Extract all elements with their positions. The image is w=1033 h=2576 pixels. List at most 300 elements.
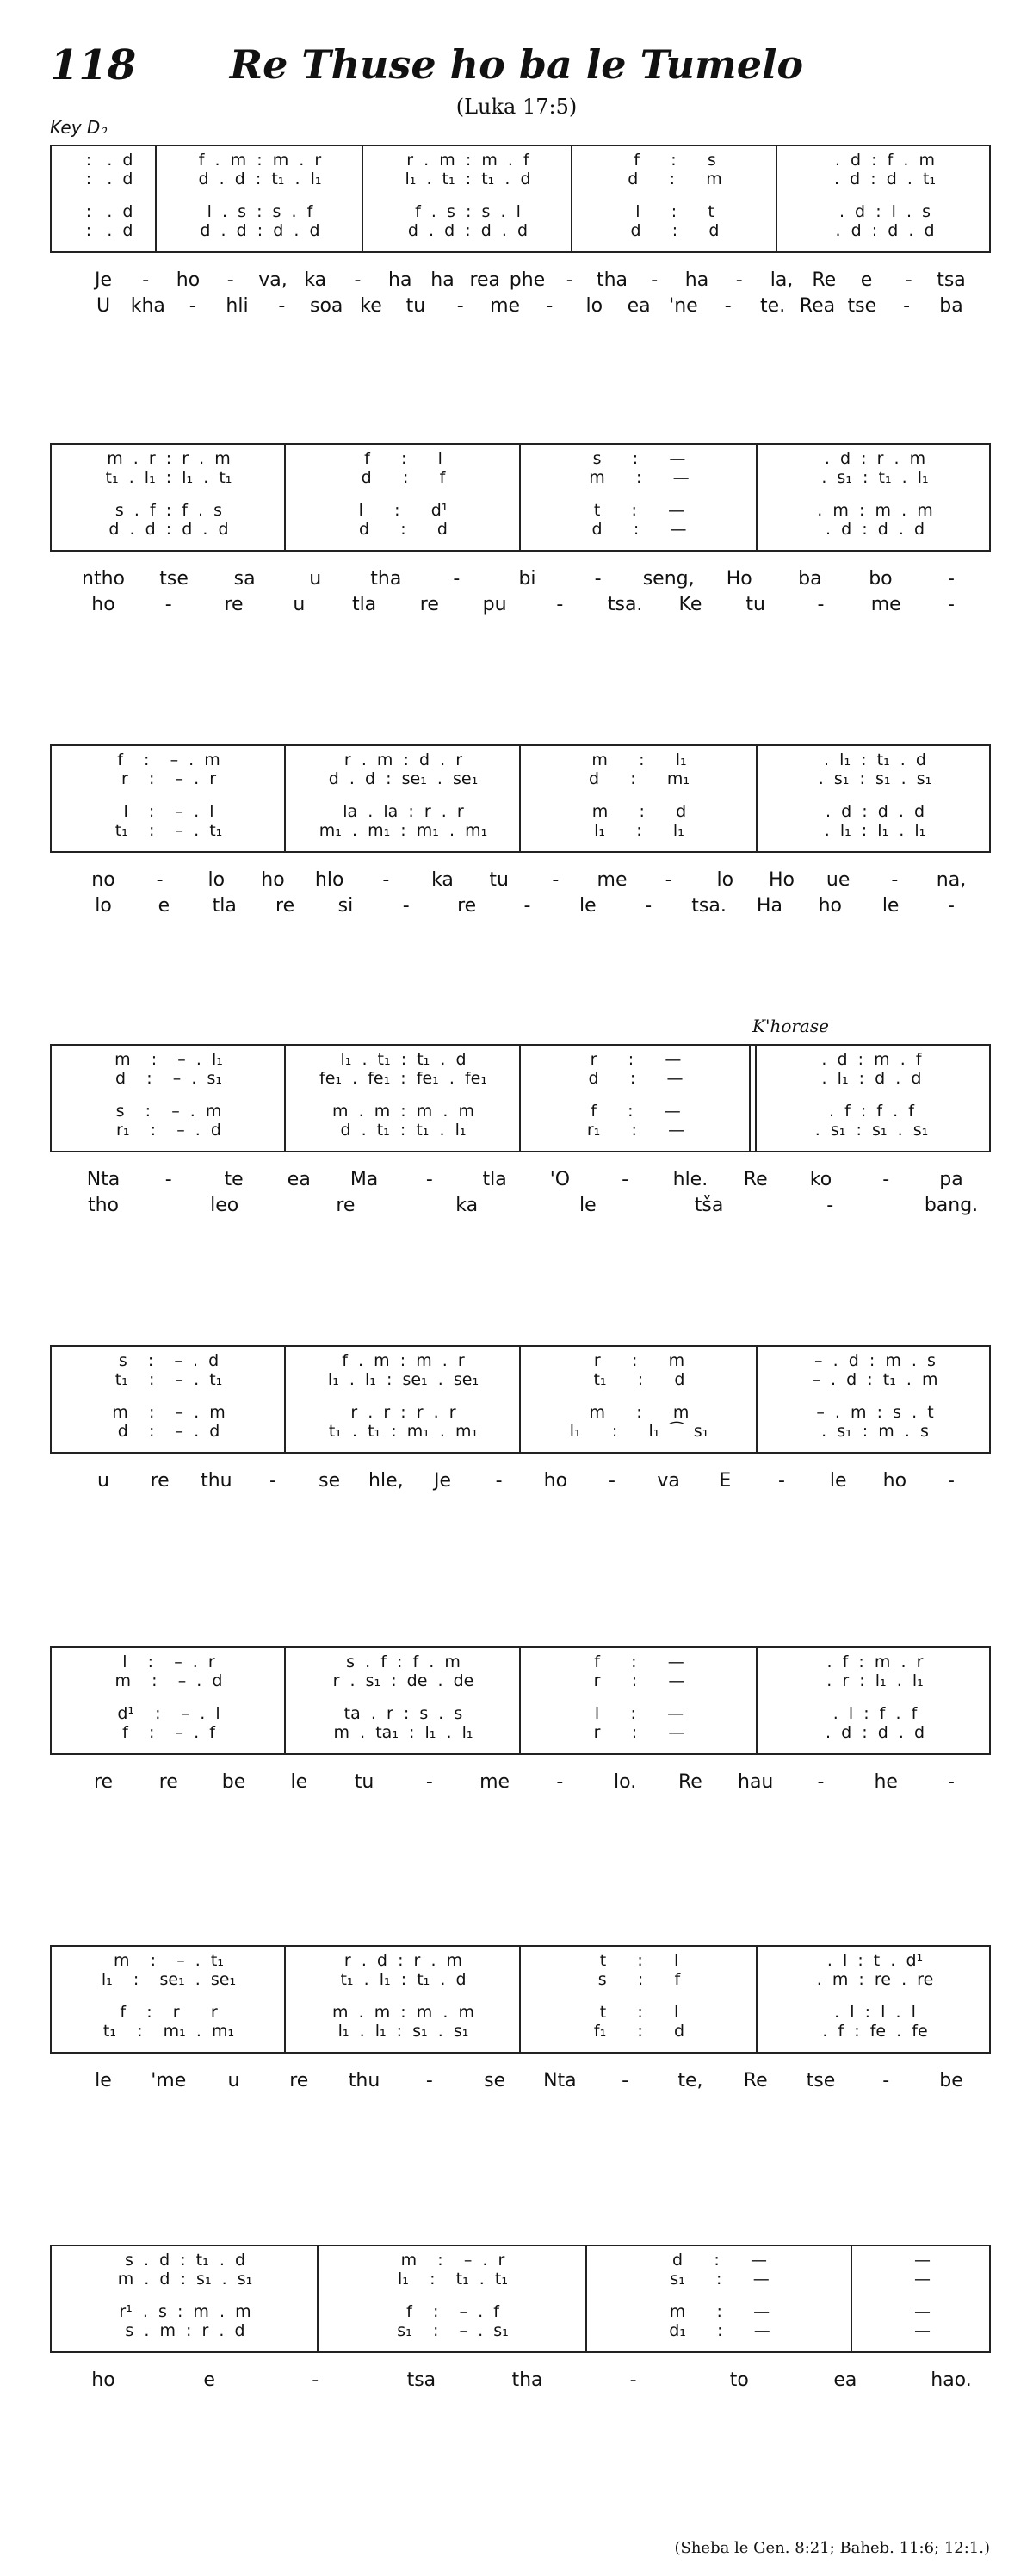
- voice-row: [52, 1051, 989, 1068]
- lyric-syllable: lo: [207, 869, 226, 891]
- solfa-cell: r : —: [593, 1671, 685, 1690]
- solfa-cell: – . m : s . t: [816, 1403, 934, 1422]
- solfa-cell: s : – . m: [115, 1102, 222, 1121]
- lyric-syllable: tša: [694, 1195, 724, 1216]
- lyric-syllable: Re: [678, 1771, 702, 1793]
- lyric-syllable: -: [226, 269, 234, 291]
- lyric-syllable: -: [948, 1470, 955, 1492]
- voice-row: [52, 502, 989, 519]
- solfa-cell: m₁ . m₁ : m₁ . m₁: [319, 821, 488, 840]
- voice-row: [52, 822, 989, 839]
- solfa-cell: s . f : f . s: [114, 501, 223, 520]
- lyric-syllable: me: [479, 1771, 510, 1793]
- lyric-line: [52, 1469, 989, 1495]
- solfa-cell: t : l: [599, 1951, 679, 1970]
- solfa-cell: l : d¹: [358, 501, 448, 520]
- chorus-label: K'horase: [752, 1016, 829, 1036]
- lyric-syllable: -: [354, 269, 362, 291]
- solfa-cell: d : f: [361, 468, 446, 487]
- music-system: [50, 443, 991, 615]
- solfa-cell: r . m : d . r: [343, 751, 463, 769]
- lyric-syllable: ho: [261, 869, 285, 891]
- lyric-syllable: rea: [469, 269, 501, 291]
- lyric-syllable: Re: [743, 1169, 768, 1190]
- voice-row: [52, 2322, 989, 2339]
- solfa-cell: f : —: [591, 1102, 681, 1121]
- solfa-cell: t₁ : – . t₁: [114, 1370, 223, 1389]
- solfa-cell: . d : d . d: [835, 221, 935, 240]
- solfa-cell: l₁ : l₁ ⁀ s₁: [569, 1422, 709, 1441]
- hymn-title: Re Thuse ho ba le Tumelo: [229, 41, 804, 88]
- solfa-cell: fe₁ . fe₁ : fe₁ . fe₁: [319, 1069, 487, 1088]
- lyric-syllable: bang.: [924, 1195, 979, 1216]
- solfa-cell: . s₁ : m . s: [821, 1422, 929, 1441]
- solfa-cell: . m : m . m: [817, 501, 933, 520]
- solfa-cell: r₁ : —: [586, 1121, 685, 1140]
- lyric-line: [52, 2369, 989, 2394]
- lyric-syllable: le: [579, 895, 597, 917]
- voice-row: [52, 770, 989, 788]
- solfa-cell: d : —: [591, 520, 687, 539]
- lyric-syllable: ea: [287, 1169, 311, 1190]
- lyric-syllable: -: [882, 2070, 890, 2091]
- lyric-line: [52, 294, 989, 320]
- lyric-syllable: -: [948, 895, 955, 917]
- lyric-syllable: no: [91, 869, 115, 891]
- lyric-syllable: -: [566, 269, 573, 291]
- lyric-syllable: tsa: [937, 269, 966, 291]
- lyric-syllable: u: [309, 568, 322, 590]
- solfa-cell: d : —: [672, 2251, 767, 2270]
- solfa-cell: d : m₁: [588, 769, 690, 788]
- solfa-cell: f : – . f: [122, 1723, 215, 1742]
- voice-row: [52, 803, 989, 820]
- solfa-cell: . f : m . r: [826, 1652, 924, 1671]
- lyric-syllable: pa: [939, 1169, 963, 1190]
- solfa-cell: t₁ . l₁ : l₁ . t₁: [105, 468, 232, 487]
- voice-row: [52, 450, 989, 467]
- lyric-syllable: tha: [596, 269, 628, 291]
- solfa-cell: t₁ : – . t₁: [114, 821, 223, 840]
- lyric-syllable: Re: [743, 2070, 768, 2091]
- solfa-cell: d : d: [359, 520, 448, 539]
- lyric-syllable: -: [724, 295, 732, 317]
- lyric-syllable: tu: [354, 1771, 374, 1793]
- lyric-syllable: ho: [818, 895, 842, 917]
- solfa-cell: s . d : t₁ . d: [124, 2251, 246, 2270]
- voice-row: [52, 1423, 989, 1440]
- solfa-cell: l : – . l: [123, 802, 214, 821]
- solfa-cell: m : l₁: [591, 751, 687, 769]
- lyric-syllable: tho: [87, 1195, 120, 1216]
- solfa-cell: l₁ . l₁ : se₁ . se₁: [327, 1370, 479, 1389]
- lyric-syllable: le: [95, 2070, 112, 2091]
- lyric-syllable: -: [495, 1470, 503, 1492]
- voice-row: [52, 1070, 989, 1087]
- solfa-cell: s . m : r . d: [125, 2321, 245, 2340]
- voice-row: [52, 151, 989, 169]
- lyric-syllable: u: [97, 1470, 109, 1492]
- voice-row: [52, 469, 989, 486]
- music-system: [50, 744, 991, 917]
- lyric-syllable: re: [457, 895, 477, 917]
- lyric-syllable: -: [556, 594, 564, 615]
- solfa-cell: l : t: [635, 202, 714, 221]
- lyric-syllable: hli: [226, 295, 249, 317]
- solfa-cell: . s₁ : s₁ . s₁: [814, 1121, 929, 1140]
- lyric-syllable: tse: [806, 2070, 836, 2091]
- solfa-cell: t₁ . l₁ : t₁ . d: [340, 1970, 467, 1989]
- solfa-cell: : . d: [75, 151, 133, 170]
- lyric-syllable: ka: [304, 269, 327, 291]
- solfa-cell: d : – . d: [117, 1422, 220, 1441]
- lyric-syllable: sa: [233, 568, 256, 590]
- lyric-line: [52, 593, 989, 619]
- voice-row: [52, 1103, 989, 1120]
- lyric-syllable: thu: [201, 1470, 232, 1492]
- lyric-syllable: ho: [176, 269, 201, 291]
- lyric-syllable: -: [278, 295, 286, 317]
- solfa-cell: m : – . m: [112, 1403, 226, 1422]
- lyric-syllable: soa: [310, 295, 343, 317]
- lyric-line: [52, 1770, 989, 1796]
- lyric-syllable: tse: [847, 295, 877, 317]
- lyric-syllable: -: [556, 1771, 564, 1793]
- lyric-syllable: ue: [826, 869, 851, 891]
- solfa-cell: : . d: [75, 170, 133, 188]
- lyric-line: [52, 2069, 989, 2095]
- lyric-syllable: me: [597, 869, 628, 891]
- lyric-syllable: ko: [809, 1169, 832, 1190]
- lyric-syllable: te: [224, 1169, 244, 1190]
- solfa-cell: . l : t . d¹: [826, 1951, 924, 1970]
- solfa-cell: d : – . s₁: [115, 1069, 222, 1088]
- solfa-cell: . d : m . f: [821, 1050, 922, 1069]
- solfa-cell: d : m: [628, 170, 722, 188]
- music-system: [50, 1646, 991, 1793]
- voice-row: [52, 2303, 989, 2320]
- lyric-syllable: -: [382, 869, 390, 891]
- footnote: (Sheba le Gen. 8:21; Baheb. 11:6; 12:1.): [674, 2539, 990, 2557]
- solfa-cell: . l₁ : d . d: [821, 1069, 922, 1088]
- solfa-cell: f : —: [594, 1652, 684, 1671]
- lyric-syllable: hau: [738, 1771, 774, 1793]
- solfa-cell: . s₁ : s₁ . s₁: [818, 769, 932, 788]
- solfa-cell: l₁ : t₁ . t₁: [398, 2270, 508, 2289]
- lyric-syllable: tha: [511, 2369, 543, 2391]
- lyric-syllable: -: [189, 295, 196, 317]
- solfa-cell: . l₁ : t₁ . d: [824, 751, 926, 769]
- lyric-syllable: ha: [684, 269, 709, 291]
- lyric-syllable: le: [579, 1195, 597, 1216]
- solfa-cell: r : – . r: [121, 769, 217, 788]
- solfa-cell: m . m : m . m: [332, 1102, 474, 1121]
- solfa-cell: ta . r : s . s: [343, 1704, 463, 1723]
- solfa-cell: —: [914, 2251, 931, 2270]
- lyric-syllable: U: [96, 295, 111, 317]
- lyric-syllable: -: [778, 1470, 785, 1492]
- lyric-syllable: u: [293, 594, 306, 615]
- lyric-syllable: -: [594, 568, 602, 590]
- solfa-cell: r : —: [593, 1723, 685, 1742]
- solfa-cell: . d : d . d: [825, 520, 925, 539]
- lyric-syllable: ho: [882, 1470, 907, 1492]
- voice-row: [52, 2023, 989, 2040]
- solfa-cell: d . d : d . d: [200, 221, 320, 240]
- lyric-syllable: ea: [627, 295, 651, 317]
- lyric-syllable: bi: [518, 568, 536, 590]
- solfa-cell: d : d: [630, 221, 720, 240]
- lyric-syllable: se: [319, 1470, 341, 1492]
- solfa-cell: r : —: [590, 1050, 682, 1069]
- solfa-cell: r¹ . s : m . m: [119, 2302, 251, 2321]
- scripture-reference: (Luka 17:5): [455, 95, 578, 119]
- lyric-syllable: hle,: [368, 1470, 404, 1492]
- lyric-syllable: -: [651, 269, 659, 291]
- voice-row: [52, 1971, 989, 1988]
- lyric-syllable: -: [826, 1195, 834, 1216]
- lyric-syllable: ha: [430, 269, 455, 291]
- lyric-syllable: Je: [94, 269, 113, 291]
- lyric-syllable: -: [817, 594, 825, 615]
- lyric-syllable: -: [164, 1169, 172, 1190]
- lyric-syllable: -: [269, 1470, 276, 1492]
- lyric-syllable: Ho: [768, 869, 795, 891]
- lyric-syllable: ea: [833, 2369, 857, 2391]
- lyric-syllable: tu: [489, 869, 509, 891]
- lyric-syllable: tu: [405, 295, 426, 317]
- lyric-syllable: E: [719, 1470, 732, 1492]
- lyric-syllable: tsa.: [607, 594, 643, 615]
- lyric-syllable: Ke: [678, 594, 702, 615]
- lyric-syllable: la,: [770, 269, 794, 291]
- lyric-syllable: to: [729, 2369, 749, 2391]
- lyric-syllable: Nta: [86, 1169, 121, 1190]
- lyric-syllable: -: [645, 895, 653, 917]
- lyric-syllable: re: [224, 594, 244, 615]
- solfa-cell: . d : r . m: [824, 449, 926, 468]
- lyric-syllable: -: [164, 594, 172, 615]
- solfa-cell: t : l: [599, 2003, 679, 2022]
- lyric-syllable: e: [158, 895, 170, 917]
- solfa-cell: d¹ : – . l: [117, 1704, 220, 1723]
- lyric-syllable: -: [312, 2369, 319, 2391]
- lyric-syllable: re: [289, 2070, 309, 2091]
- lyric-syllable: 'O: [549, 1169, 571, 1190]
- solfa-cell: . d : d . d: [825, 1723, 925, 1742]
- solfa-cell: t₁ . t₁ : m₁ . m₁: [328, 1422, 479, 1441]
- lyric-syllable: -: [425, 1169, 433, 1190]
- solfa-cell: f . m : m . r: [342, 1351, 465, 1370]
- solfa-cell: l₁ . t₁ : t₁ . d: [405, 170, 531, 188]
- solfa-cell: l . s : s . f: [207, 202, 313, 221]
- lyric-syllable: le: [829, 1470, 847, 1492]
- voice-row: [52, 1404, 989, 1421]
- voice-row: [52, 1672, 989, 1690]
- solfa-cell: f . s : s . l: [415, 202, 521, 221]
- solfa-cell: m : – . r: [400, 2251, 505, 2270]
- solfa-cell: m . d : s₁ . s₁: [117, 2270, 253, 2289]
- solfa-cell: m . ta₁ : l₁ . l₁: [333, 1723, 473, 1742]
- solfa-cell: m : —: [589, 468, 690, 487]
- solfa-cell: d . d : t₁ . l₁: [198, 170, 322, 188]
- lyric-syllable: ho: [543, 1470, 568, 1492]
- solfa-cell: l : – . r: [122, 1652, 215, 1671]
- voice-row: [52, 203, 989, 220]
- voice-row: [52, 222, 989, 239]
- lyric-syllable: si: [337, 895, 354, 917]
- lyric-syllable: -: [425, 2070, 433, 2091]
- lyric-syllable: -: [546, 295, 554, 317]
- voice-row: [52, 1705, 989, 1722]
- solfa-cell: t₁ : m₁ . m₁: [102, 2022, 235, 2041]
- lyric-syllable: -: [402, 895, 410, 917]
- lyric-syllable: Je: [433, 1470, 452, 1492]
- lyric-syllable: hao.: [931, 2369, 972, 2391]
- lyric-syllable: lo.: [614, 1771, 637, 1793]
- lyric-syllable: -: [456, 295, 464, 317]
- lyric-syllable: 'me: [151, 2070, 187, 2091]
- solfa-cell: —: [914, 2302, 931, 2321]
- lyric-syllable: -: [735, 269, 743, 291]
- lyric-syllable: ka: [431, 869, 454, 891]
- voice-row: [52, 1653, 989, 1671]
- hymn-number: 118: [50, 41, 137, 90]
- voice-row: [52, 2252, 989, 2269]
- lyric-line: [52, 894, 989, 920]
- solfa-cell: : . d: [75, 202, 133, 221]
- solfa-cell: f : – . f: [406, 2302, 499, 2321]
- lyric-syllable: phe: [509, 269, 546, 291]
- key-signature: Key D♭: [50, 117, 108, 138]
- lyric-syllable: -: [948, 568, 955, 590]
- solfa-cell: . l : l . l: [834, 2003, 916, 2022]
- solfa-cell: . l₁ : l₁ . l₁: [824, 821, 926, 840]
- lyric-syllable: na,: [936, 869, 967, 891]
- lyric-syllable: -: [552, 869, 560, 891]
- lyric-syllable: re: [93, 1771, 114, 1793]
- lyric-line: [52, 868, 989, 894]
- lyric-syllable: me: [870, 594, 901, 615]
- lyric-syllable: tsa: [406, 2369, 436, 2391]
- solfa-cell: s . f : f . m: [346, 1652, 461, 1671]
- lyric-syllable: re: [275, 895, 295, 917]
- solfa-cell: r . d : r . m: [343, 1951, 463, 1970]
- lyric-syllable: tu: [745, 594, 765, 615]
- lyric-syllable: ho: [91, 2369, 115, 2391]
- solfa-cell: m : – . d: [114, 1671, 223, 1690]
- voice-row: [52, 751, 989, 769]
- solfa-cell: s : f: [597, 1970, 681, 1989]
- solfa-cell: . f : fe . fe: [822, 2022, 928, 2041]
- lyric-syllable: re: [419, 594, 439, 615]
- solfa-cell: d₁ : —: [669, 2321, 770, 2340]
- solfa-cell: . d : d . d: [825, 802, 925, 821]
- lyric-syllable: va,: [258, 269, 288, 291]
- solfa-cell: . f : f . f: [829, 1102, 914, 1121]
- lyric-syllable: re: [150, 1470, 170, 1492]
- lyric-syllable: re: [336, 1195, 356, 1216]
- lyric-syllable: -: [948, 594, 955, 615]
- music-system: [50, 145, 991, 317]
- music-system: [50, 2245, 991, 2391]
- lyric-syllable: me: [490, 295, 521, 317]
- solfa-cell: f . m : m . r: [198, 151, 322, 170]
- solfa-cell: m . m : m . m: [332, 2003, 474, 2022]
- voice-row: [52, 2270, 989, 2288]
- solfa-cell: d . t₁ : t₁ . l₁: [340, 1121, 467, 1140]
- lyric-syllable: be: [221, 1771, 246, 1793]
- lyric-syllable: -: [905, 269, 912, 291]
- lyric-syllable: Re: [812, 269, 837, 291]
- lyric-syllable: hlo: [314, 869, 344, 891]
- lyric-syllable: u: [227, 2070, 240, 2091]
- voice-row: [52, 1371, 989, 1388]
- lyric-syllable: kha: [130, 295, 165, 317]
- solfa-cell: s₁ : —: [670, 2270, 770, 2289]
- solfa-cell: – . d : m . s: [814, 1351, 936, 1370]
- solfa-cell: r . r : r . r: [350, 1403, 456, 1422]
- music-system: [50, 1044, 991, 1216]
- solfa-cell: m : d: [591, 802, 687, 821]
- lyric-syllable: tse: [159, 568, 189, 590]
- lyric-syllable: Ho: [726, 568, 752, 590]
- lyric-syllable: Ha: [756, 895, 782, 917]
- solfa-cell: l₁ : se₁ . se₁: [101, 1970, 237, 1989]
- solfa-cell: m : – . l₁: [114, 1050, 223, 1069]
- lyric-line: [52, 567, 989, 593]
- solfa-cell: : . d: [75, 221, 133, 240]
- voice-row: [52, 521, 989, 538]
- lyric-syllable: -: [453, 568, 461, 590]
- lyric-syllable: tha: [370, 568, 402, 590]
- solfa-cell: . d : l . s: [838, 202, 931, 221]
- lyric-syllable: e: [860, 269, 873, 291]
- lyric-syllable: -: [609, 1470, 615, 1492]
- solfa-cell: . d : d . t₁: [833, 170, 937, 188]
- lyric-syllable: -: [903, 295, 911, 317]
- solfa-cell: t : —: [593, 501, 685, 520]
- music-system: [50, 1345, 991, 1492]
- solfa-cell: l : —: [594, 1704, 684, 1723]
- solfa-cell: r . m : m . f: [406, 151, 529, 170]
- lyric-syllable: -: [882, 1169, 890, 1190]
- lyric-syllable: te.: [760, 295, 786, 317]
- lyric-syllable: re: [158, 1771, 178, 1793]
- lyric-syllable: tsa.: [691, 895, 727, 917]
- lyric-syllable: thu: [348, 2070, 380, 2091]
- solfa-cell: d . d : d . d: [108, 520, 229, 539]
- solfa-cell: l₁ . t₁ : t₁ . d: [340, 1050, 467, 1069]
- lyric-syllable: -: [817, 1771, 825, 1793]
- lyric-line: [52, 1194, 989, 1220]
- solfa-cell: m : – . t₁: [114, 1951, 224, 1970]
- lyric-syllable: -: [523, 895, 531, 917]
- solfa-cell: f : l: [364, 449, 442, 468]
- lyric-syllable: lo: [585, 295, 603, 317]
- voice-row: [52, 2004, 989, 2021]
- solfa-cell: r : m: [593, 1351, 685, 1370]
- solfa-cell: —: [914, 2270, 931, 2289]
- lyric-syllable: -: [948, 1771, 955, 1793]
- lyric-line: [52, 1168, 989, 1194]
- lyric-syllable: ke: [360, 295, 382, 317]
- lyric-syllable: seng,: [642, 568, 695, 590]
- solfa-cell: . r : l₁ . l₁: [826, 1671, 924, 1690]
- solfa-cell: f₁ : d: [593, 2022, 685, 2041]
- voice-row: [52, 1952, 989, 1969]
- lyric-syllable: Ma: [349, 1169, 379, 1190]
